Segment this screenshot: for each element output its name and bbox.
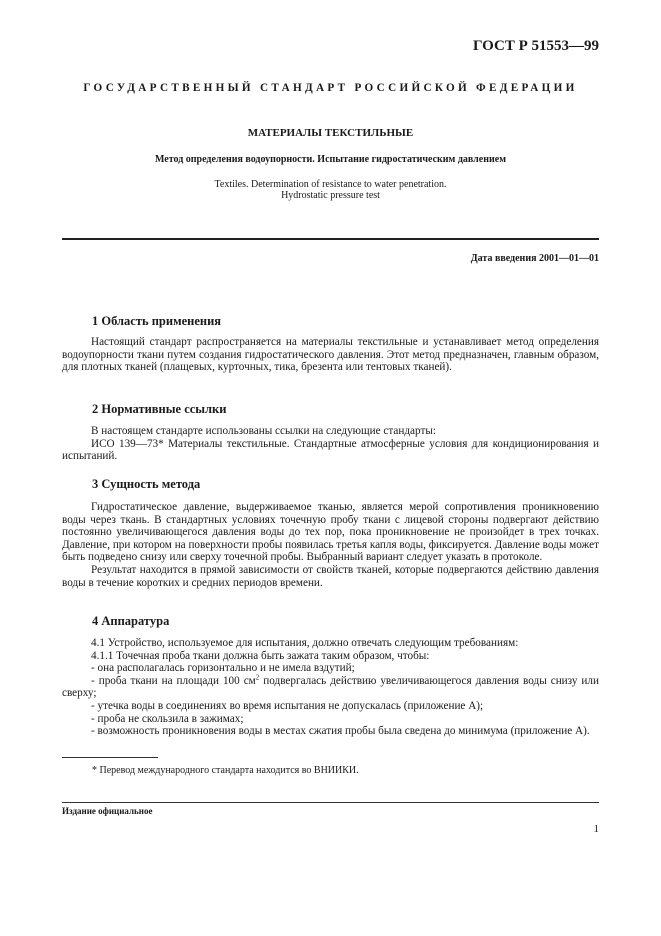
document-subtitle: Метод определения водоупорности. Испытание гидростатическим давлением [154, 154, 507, 165]
english-title-line-1: Textiles. Determination of resistance to water penetration. [214, 179, 447, 190]
list-item-5: - возможность проникновения воды в местах сжатия пробы была сведена до минимума (приложение А). [91, 725, 590, 738]
section-3-paragraph-1: Гидростатическое давление, выдерживаемое тканью, является мерой сопротивления проникновению воды через ткань. В стандартных условиях точечную пробу ткани с лицевой стороны подвергают действию постоянно увеличивающегося давления воды до тех пор, пока проникновение не произойдет в трех точках. Давление, при котором на поверхности пробы появилась третья капля воды, фиксируется. Давление воды может быть подведено снизу или сверху точечной пробы. Выбранный вариант следует указать в протоколе. [62, 501, 599, 564]
document-title: МАТЕРИАЛЫ ТЕКСТИЛЬНЫЕ [247, 127, 414, 139]
bottom-divider [62, 802, 599, 803]
section-2-paragraph-2: ИСО 139—73* Материалы текстильные. Стандартные атмосферные условия для кондиционирования и испытаний. [62, 437, 599, 463]
list-item-1: - она располагалась горизонтально и не имела вздутий; [91, 662, 355, 675]
section-1-paragraph: Настоящий стандарт распространяется на материалы текстильные и устанавливает метод определения водоупорности ткани путем создания гидростатического давления. Этот метод предназначен, главным образом, для плотных тканей (плащевых, курточных, тика, брезента или тентовых тканей). [62, 336, 599, 374]
section-3-body [62, 501, 599, 589]
footnote: * Перевод международного стандарта находится во ВНИИКИ. [92, 765, 359, 776]
list-item-2: - проба ткани на площади 100 $см^2$ подвергалась действию увеличивающегося давления воды снизу или сверху; [62, 673, 599, 700]
footnote-divider [62, 757, 158, 758]
section-2-body [62, 425, 599, 463]
english-title-line-2: Hydrostatic pressure test [281, 190, 380, 201]
document-code: ГОСТ Р 51553—99 [472, 38, 599, 54]
section-2-paragraph-1: В настоящем стандарте использованы ссылки на следующие стандарты: [91, 425, 436, 437]
list-item-3: - утечка воды в соединениях во время испытания не допускалась (приложение А); [91, 699, 484, 712]
section-3-heading: 3 Сущность метода [92, 477, 201, 491]
english-title [62, 179, 599, 201]
section-3-paragraph-2: Результат находится в прямой зависимости от свойств тканей, которые подвергаются действию давления воды в течение коротких и средних периодов времени. [62, 563, 599, 589]
section-1-heading: 1 Область применения [92, 314, 222, 328]
superscript-two: 2 [255, 673, 260, 682]
standard-banner: ГОСУДАРСТВЕННЫЙ СТАНДАРТ РОССИЙСКОЙ ФЕДЕРАЦИИ [83, 82, 578, 94]
title-divider [62, 238, 599, 240]
list-item-4: - проба не скользила в зажимах; [91, 712, 244, 725]
section-1-body [62, 336, 599, 374]
section-4-paragraph-1: 4.1 Устройство, используемое для испытания, должно отвечать следующим требованиям: [91, 637, 519, 649]
page-number: 1 [593, 823, 599, 835]
section-4-paragraph-2: 4.1.1 Точечная проба ткани должна быть зажата таким образом, чтобы: [91, 649, 430, 662]
section-4-body [62, 637, 599, 738]
section-4-heading: 4 Аппаратура [92, 614, 170, 628]
official-edition-label: Издание официальное [62, 806, 153, 816]
introduction-date: Дата введения 2001—01—01 [470, 253, 599, 264]
section-2-heading: 2 Нормативные ссылки [92, 402, 227, 416]
